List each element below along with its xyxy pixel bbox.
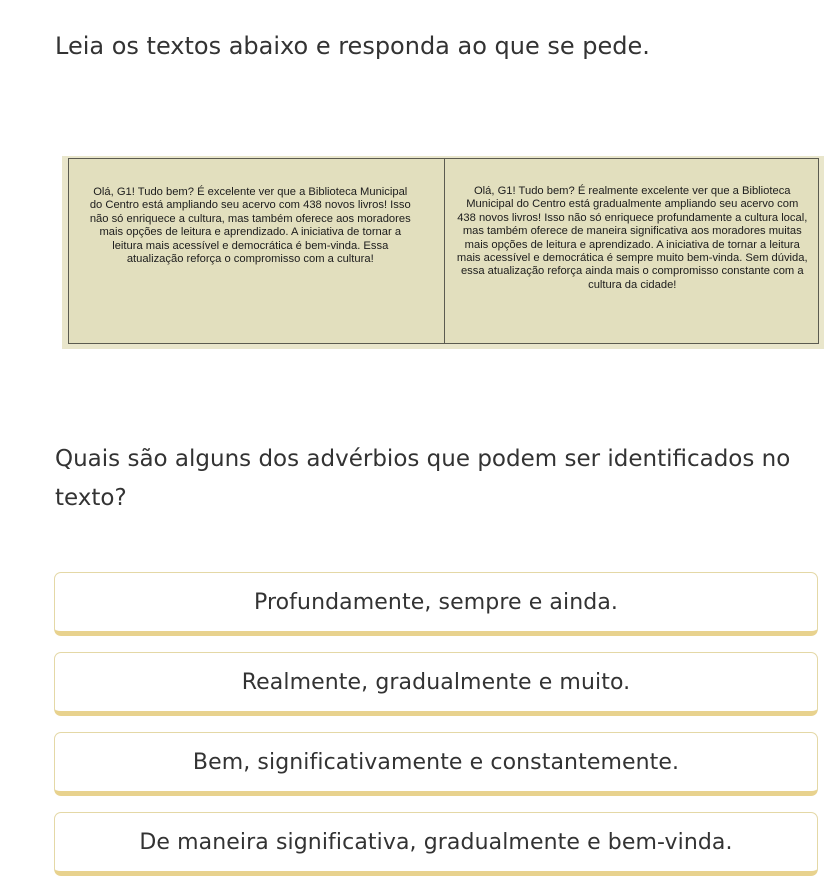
question-text: Quais são alguns dos advérbios que podem ser identificados no texto? — [55, 446, 791, 511]
texts-table — [68, 158, 819, 344]
instruction-heading: Leia os textos abaixo e responda ao que se pede. — [55, 32, 650, 60]
answer-option-label: Profundamente, sempre e ainda. — [253, 589, 619, 615]
answer-option-3[interactable] — [54, 732, 818, 796]
answer-option-1[interactable] — [54, 572, 818, 636]
modified-text: Olá, G1! Tudo bem? É realmente excelente ver que a Biblioteca Municipal do Centro está gradualmente ampliando seu acervo com 438 novos livros! Isso não só enriquece profundamente a cultura local, mas também oferece de maneira significativa aos moradores muitas mais opções de leitura e aprendizado. A iniciativa de tornar a leitura mais acessível e democrática é sempre muito bem-vinda. Sem dúvida, essa atualização reforça ainda mais o compromisso constante com a cultura da cidade! — [456, 185, 808, 291]
original-text: Olá, G1! Tudo bem? É excelente ver que a Biblioteca Municipal do Centro está ampliando seu acervo com 438 novos livros! Isso não só enriquece a cultura, mas também oferece aos moradores mais opções de leitura e aprendizado. A iniciativa de tornar a leitura mais acessível e democrática é bem-vinda. Essa atualização reforça o compromisso com a cultura! — [69, 159, 445, 343]
answer-option-4[interactable] — [54, 812, 818, 876]
answer-option-label: Realmente, gradualmente e muito. — [241, 669, 631, 695]
answer-option-2[interactable] — [54, 652, 818, 716]
answer-option-label: De maneira significativa, gradualmente e bem-vinda. — [139, 829, 733, 855]
texts-image — [62, 156, 824, 349]
answer-option-label: Bem, significativamente e constantemente. — [192, 749, 680, 775]
